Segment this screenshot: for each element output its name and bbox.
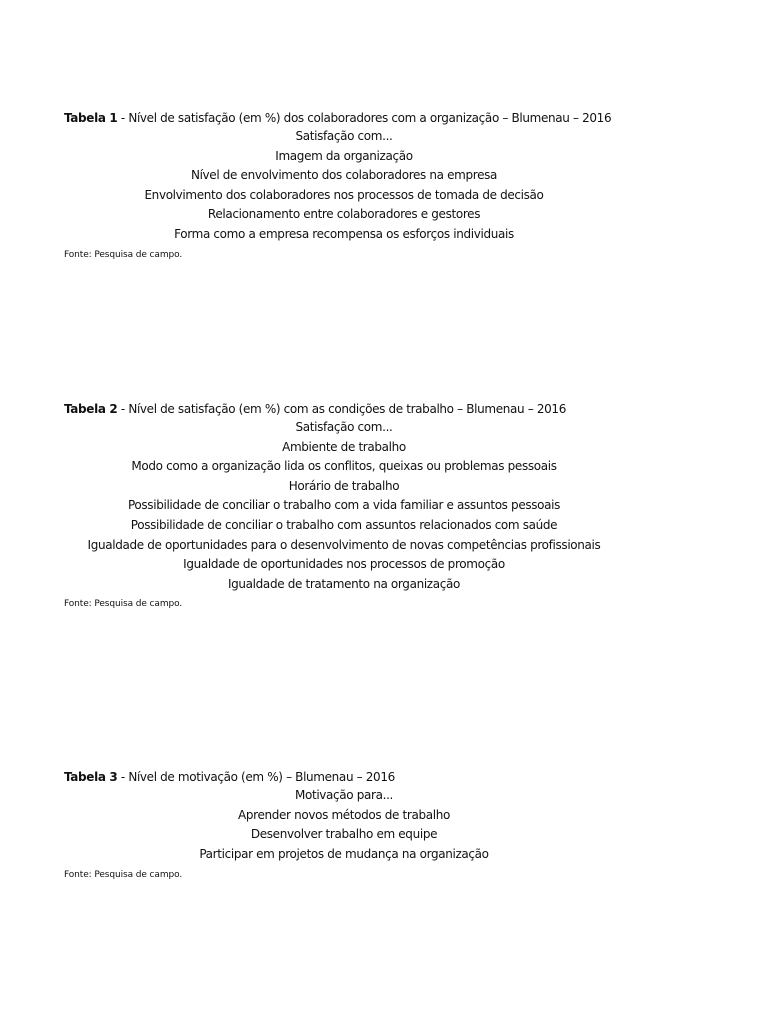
- table-3-row: Participar em projetos de mudança na organização: [199, 846, 489, 861]
- table-1-source: Fonte: Pesquisa de campo.: [64, 250, 183, 260]
- table-3-title: - Nível de motivação (em %) – Blumenau – 2016: [117, 770, 395, 784]
- table-2-row: Ambiente de trabalho: [282, 439, 406, 454]
- table-3-row: Desenvolver trabalho em equipe: [250, 827, 438, 842]
- table-2-row: Possibilidade de conciliar o trabalho com assuntos relacionados com saúde: [130, 517, 558, 532]
- table-1-row: Nível de envolvimento dos colaboradores na empresa: [190, 168, 498, 183]
- table-1-row: Imagem da organização: [275, 148, 413, 163]
- table-3-label: Tabela 3: [64, 770, 118, 784]
- table-2-row: Igualdade de oportunidades para o desenvolvimento de novas competências profissionais: [87, 537, 601, 552]
- table-1-label: Tabela 1: [64, 111, 118, 125]
- table-1-row: Envolvimento dos colaboradores nos processos de tomada de decisão: [144, 187, 544, 202]
- table-2-source: Fonte: Pesquisa de campo.: [64, 599, 183, 609]
- table-2-row: Horário de trabalho: [288, 478, 400, 493]
- table-1-row: Relacionamento entre colaboradores e gestores: [207, 207, 481, 222]
- table-2-row: Igualdade de oportunidades nos processos de promoção: [183, 557, 505, 572]
- table-2-row: Modo como a organização lida os conflitos, queixas ou problemas pessoais: [131, 459, 557, 474]
- table-1-row: Forma como a empresa recompensa os esforços individuais: [174, 226, 514, 241]
- table-3-row-header: Motivação para...: [294, 788, 394, 802]
- table-2-row: Igualdade de tratamento na organização: [227, 576, 461, 591]
- table-1-rows: [0, 127, 688, 245]
- table-3-rows: [0, 786, 688, 864]
- table-1-title: - Nível de satisfação (em %) dos colaboradores com a organização – Blumenau – 2016: [117, 111, 612, 125]
- table-2-row-header: Satisfação com...: [295, 420, 393, 434]
- table-2-label: Tabela 2: [64, 402, 118, 416]
- table-2-caption: [64, 401, 566, 417]
- table-2-row: Possibilidade de conciliar o trabalho com a vida familiar e assuntos pessoais: [127, 498, 561, 513]
- table-1-caption: [64, 110, 611, 126]
- table-2-rows: [0, 418, 688, 594]
- table-1-row-header: Satisfação com...: [295, 129, 393, 143]
- table-3-source: Fonte: Pesquisa de campo.: [64, 870, 183, 880]
- table-2-title: - Nível de satisfação (em %) com as condições de trabalho – Blumenau – 2016: [117, 402, 566, 416]
- table-3-caption: [64, 769, 395, 785]
- table-3-row: Aprender novos métodos de trabalho: [238, 807, 450, 822]
